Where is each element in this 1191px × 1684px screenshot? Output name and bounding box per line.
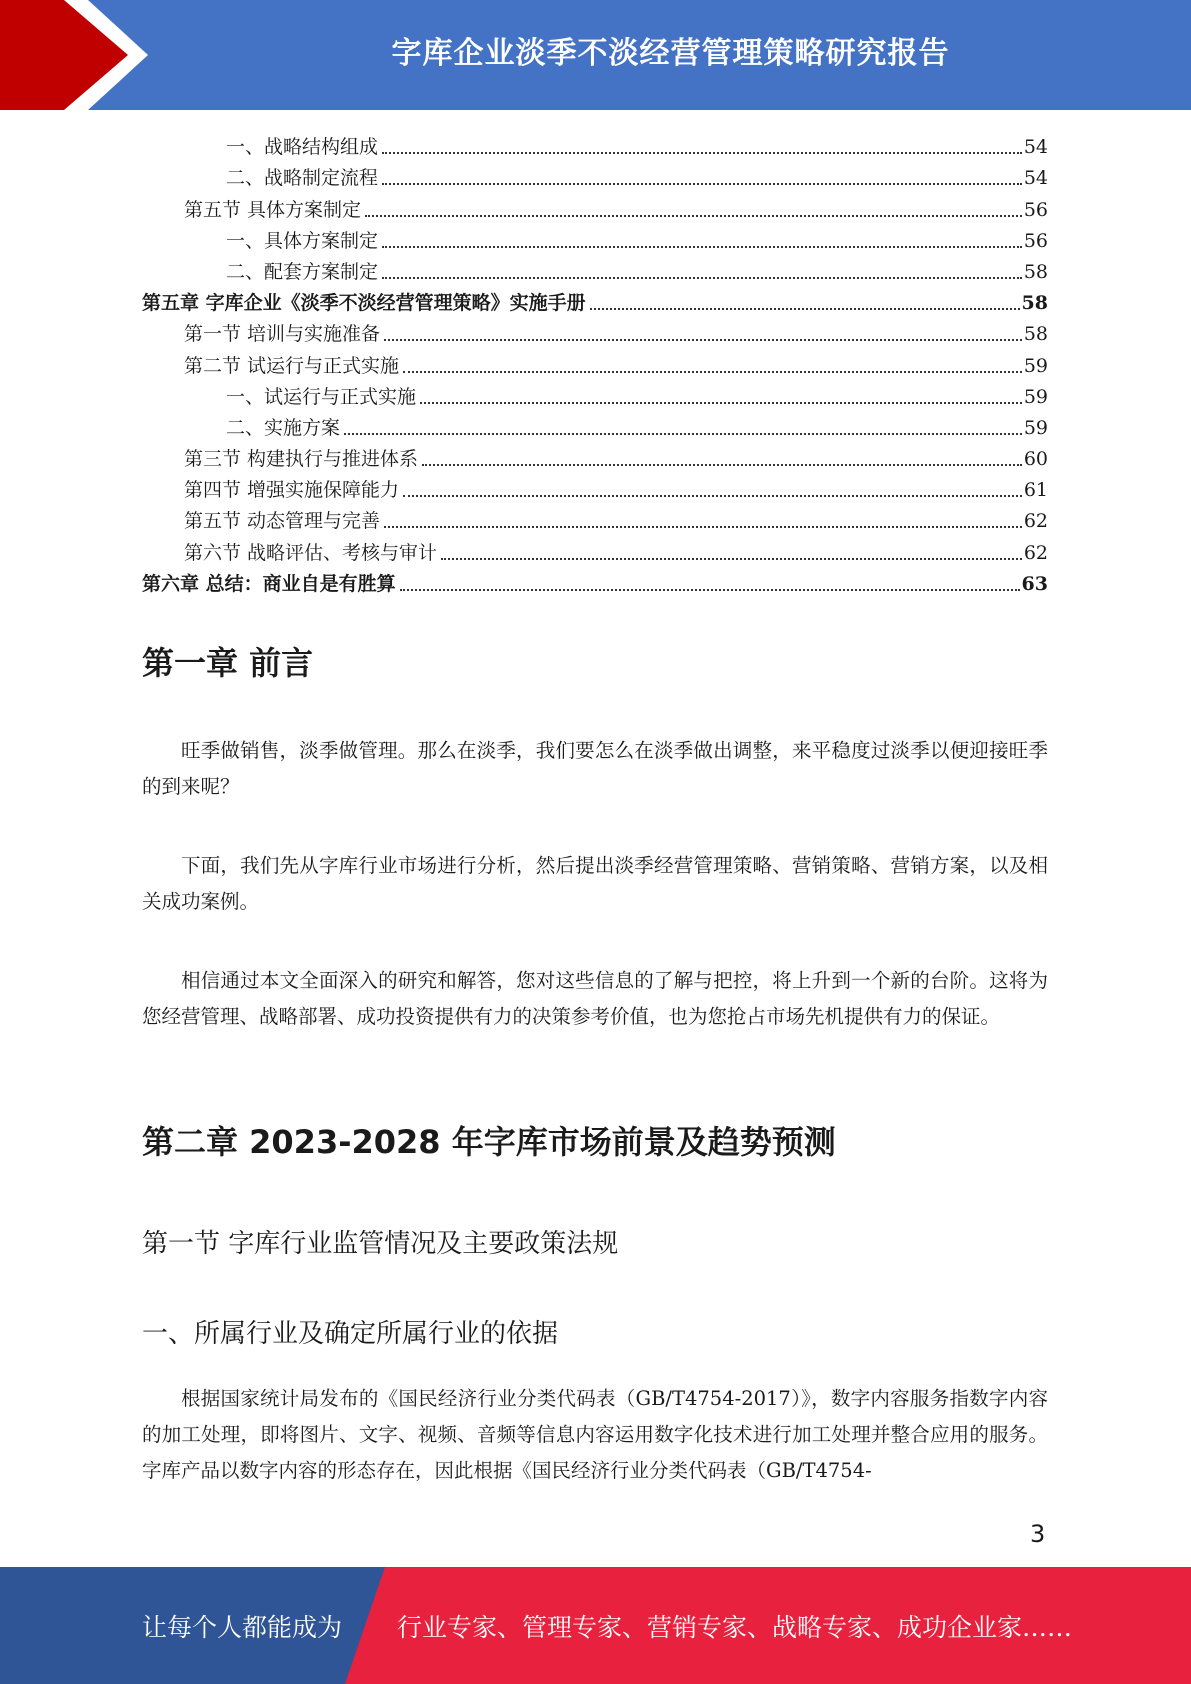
toc-dot-leader (403, 494, 1022, 497)
toc-entry-title: 第五章 字库企业《淡季不淡经营管理策略》实施手册 (142, 292, 586, 315)
toc-entry-title: 二、配套方案制定 (226, 260, 379, 283)
toc-entry-title: 第一节 培训与实施准备 (184, 323, 381, 346)
report-title: 字库企业淡季不淡经营管理策略研究报告 (391, 36, 950, 71)
toc-entry-title: 第四节 增强实施保障能力 (184, 479, 400, 502)
page-header (0, 0, 1191, 110)
subsection-1-title: 一、所属行业及确定所属行业的依据 (142, 1319, 559, 1349)
toc-entry[interactable] (142, 159, 1048, 190)
paragraph-3: 相信通过本文全面深入的研究和解答，您对这些信息的了解与把控，将上升到一个新的台阶。这将为您经营管理、战略部署、成功投资提供有力的决策参考价值，也为您抢占市场先机提供有力的保证。 (142, 969, 1048, 1028)
paragraph-1: 旺季做销售，淡季做管理。那么在淡季，我们要怎么在淡季做出调整，来平稳度过淡季以便迎接旺季的到来呢？ (142, 739, 1048, 798)
toc-entry-page: 60 (1023, 448, 1048, 471)
toc-entry[interactable] (142, 533, 1048, 564)
toc-entry[interactable] (142, 346, 1048, 377)
toc-entry[interactable] (142, 565, 1048, 596)
toc-dot-leader (365, 214, 1022, 217)
toc-entry-title: 第二节 试运行与正式实施 (184, 354, 400, 377)
toc-dot-leader (400, 588, 1020, 591)
toc-entry[interactable] (142, 253, 1048, 284)
toc-dot-leader (403, 370, 1022, 373)
toc-entry-title: 一、战略结构组成 (226, 136, 379, 159)
toc-entry-title: 第五节 动态管理与完善 (184, 510, 381, 533)
toc-dot-leader (441, 557, 1022, 560)
toc-entry-page: 54 (1023, 136, 1048, 159)
paragraph-2: 下面，我们先从字库行业市场进行分析，然后提出淡季经营管理策略、营销策略、营销方案，以及相关成功案例。 (142, 854, 1048, 913)
toc-entry-page: 54 (1023, 167, 1048, 190)
toc-dot-leader (384, 525, 1022, 528)
toc-entry-page: 59 (1023, 354, 1048, 377)
toc-entry-page: 58 (1021, 292, 1048, 315)
toc-entry-page: 56 (1023, 198, 1048, 221)
toc-dot-leader (382, 151, 1022, 154)
toc-dot-leader (344, 432, 1022, 435)
toc-entry-page: 62 (1023, 541, 1048, 564)
toc-dot-leader (384, 338, 1022, 341)
toc-entry[interactable] (142, 378, 1048, 409)
chapter-2-title: 第二章 2023-2028 年字库市场前景及趋势预测 (142, 1123, 836, 1161)
footer-slogan-left: 让每个人都能成为 (142, 1612, 343, 1642)
toc-entry-page: 58 (1023, 260, 1048, 283)
toc-entry-title: 一、试运行与正式实施 (226, 385, 417, 408)
toc-entry-page: 61 (1023, 479, 1048, 502)
toc-entry-title: 第六节 战略评估、考核与审计 (184, 541, 438, 564)
page-number: 3 (1030, 1520, 1046, 1548)
paragraph-4: 根据国家统计局发布的《国民经济行业分类代码表（GB/T4754-2017）》，数字内容服务指数字内容的加工处理，即将图片、文字、视频、音频等信息内容运用数字化技术进行加工处理并整合应用的服务。字库产品以数字内容的形态存在，因此根据《国民经济行业分类代码表（GB/T4754- (142, 1387, 1048, 1482)
toc-dot-leader (382, 182, 1022, 185)
toc-entry[interactable] (142, 315, 1048, 346)
toc-entry-title: 二、实施方案 (226, 416, 341, 439)
toc-entry[interactable] (142, 284, 1048, 315)
section-1-title: 第一节 字库行业监管情况及主要政策法规 (142, 1229, 619, 1259)
toc-entry[interactable] (142, 502, 1048, 533)
toc-entry[interactable] (142, 128, 1048, 159)
toc-entry-page: 63 (1021, 572, 1048, 595)
toc-entry-page: 56 (1023, 229, 1048, 252)
toc-entry[interactable] (142, 471, 1048, 502)
toc-entry-page: 62 (1023, 510, 1048, 533)
toc-entry-title: 一、具体方案制定 (226, 229, 379, 252)
table-of-contents (142, 128, 1048, 596)
toc-dot-leader (420, 401, 1022, 404)
toc-entry[interactable] (142, 440, 1048, 471)
toc-entry-title: 第五节 具体方案制定 (184, 198, 362, 221)
toc-entry-title: 第三节 构建执行与推进体系 (184, 448, 419, 471)
toc-dot-leader (590, 307, 1020, 310)
footer-slogan-right: 行业专家、管理专家、营销专家、战略专家、成功企业家…… (397, 1612, 1073, 1642)
toc-entry-title: 第六章 总结：商业自是有胜算 (142, 572, 396, 595)
toc-entry-page: 59 (1023, 385, 1048, 408)
toc-entry[interactable] (142, 222, 1048, 253)
toc-dot-leader (422, 463, 1022, 466)
page-footer (0, 1567, 1191, 1684)
toc-entry-title: 二、战略制定流程 (226, 167, 379, 190)
toc-entry-page: 58 (1023, 323, 1048, 346)
chapter-1-title: 第一章 前言 (142, 644, 314, 682)
toc-dot-leader (382, 245, 1022, 248)
toc-entry-page: 59 (1023, 416, 1048, 439)
toc-entry[interactable] (142, 409, 1048, 440)
toc-entry[interactable] (142, 190, 1048, 221)
toc-dot-leader (382, 276, 1022, 279)
